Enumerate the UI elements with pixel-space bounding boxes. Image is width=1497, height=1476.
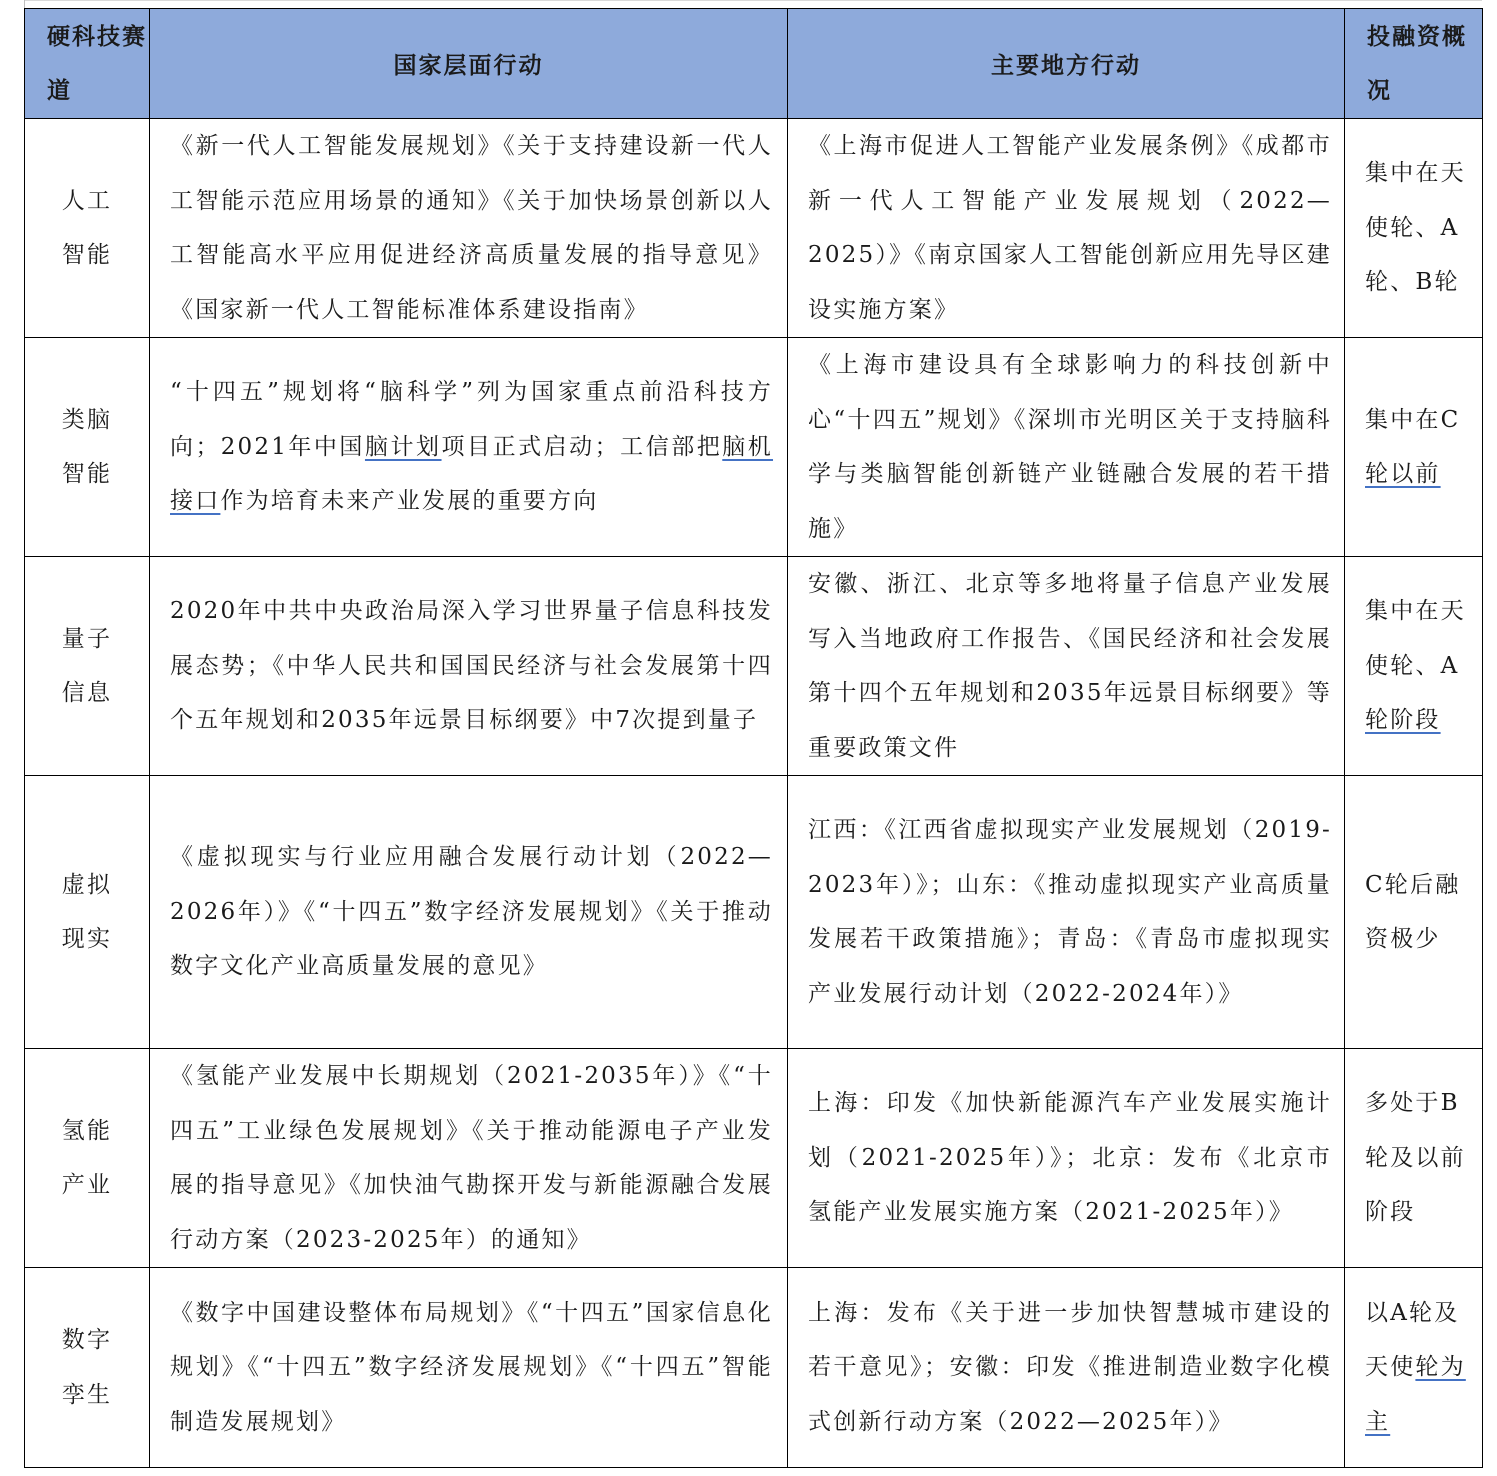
funding-text: 集中在C	[1365, 406, 1461, 433]
national-link-brain-project[interactable]: 脑计划	[364, 433, 442, 460]
national-text: 作为培育未来产业发展的重要方向	[220, 488, 599, 515]
funding-link[interactable]: 轮阶段	[1365, 707, 1441, 734]
table-row	[25, 557, 1483, 776]
national-cell: 2020年中共中央政治局深入学习世界量子信息科技发展态势；《中华人民共和国国民经济与社会发展第十四个五年规划和2035年远景目标纲要》中7次提到量子	[150, 557, 788, 776]
local-cell: 上海：印发《加快新能源汽车产业发展实施计划（2021-2025年）》；北京：发布《北京市氢能产业发展实施方案（2021-2025年）》	[788, 1049, 1345, 1268]
track-label: 量子信息	[61, 625, 113, 706]
funding-text: 以A轮及天使	[1365, 1299, 1460, 1381]
funding-cell	[1345, 1268, 1483, 1468]
track-cell	[25, 338, 150, 557]
header-track: 硬科技赛道	[25, 9, 150, 119]
local-cell: 江西：《江西省虚拟现实产业发展规划（2019-2023年）》；山东：《推动虚拟现实产业高质量发展若干政策措施》；青岛：《青岛市虚拟现实产业发展行动计划（2022-2024年）》	[788, 776, 1345, 1049]
header-national: 国家层面行动	[150, 9, 788, 119]
track-cell	[25, 776, 150, 1049]
funding-cell: C轮后融资极少	[1345, 776, 1483, 1049]
header-row	[25, 9, 1483, 119]
track-cell	[25, 1268, 150, 1468]
track-label: 数字孪生	[61, 1327, 113, 1408]
funding-cell: 集中在天使轮、A轮、B轮	[1345, 119, 1483, 338]
crop-mark	[24, 0, 25, 8]
national-text: “十四五”规划将“脑科学”列为国家重点前沿科技方向；2021年中国	[170, 379, 773, 460]
funding-text: 集中在天使轮、A	[1365, 598, 1466, 679]
page-top-rule	[24, 0, 1482, 1]
national-link-bci[interactable]: 脑机接口	[170, 433, 774, 515]
local-cell: 安徽、浙江、北京等多地将量子信息产业发展写入当地政府工作报告、《国民经济和社会发展第十四个五年规划和2035年远景目标纲要》等重要政策文件	[788, 557, 1345, 776]
funding-link[interactable]: 轮为主	[1365, 1354, 1466, 1435]
track-cell	[25, 119, 150, 338]
table-row	[25, 119, 1483, 338]
table-row	[25, 1049, 1483, 1268]
funding-cell	[1345, 557, 1483, 776]
track-cell	[25, 1049, 150, 1268]
national-cell: 《数字中国建设整体布局规划》《“十四五”国家信息化规划》《“十四五”数字经济发展规划》《“十四五”智能制造发展规划》	[150, 1268, 788, 1468]
hard-tech-policy-table	[24, 8, 1483, 1468]
national-cell: 《虚拟现实与行业应用融合发展行动计划（2022—2026年）》《“十四五”数字经济发展规划》《关于推动数字文化产业高质量发展的意见》	[150, 776, 788, 1049]
table-row	[25, 338, 1483, 557]
table-row	[25, 776, 1483, 1049]
local-cell: 《上海市建设具有全球影响力的科技创新中心“十四五”规划》《深圳市光明区关于支持脑科学与类脑智能创新链产业链融合发展的若干措施》	[788, 338, 1345, 557]
header-local: 主要地方行动	[788, 9, 1345, 119]
funding-cell: 多处于B轮及以前阶段	[1345, 1049, 1483, 1268]
track-label: 类脑智能	[61, 406, 113, 487]
header-funding: 投融资概况	[1345, 9, 1483, 119]
funding-link[interactable]: 轮以前	[1365, 461, 1441, 487]
track-label: 虚拟现实	[61, 871, 113, 952]
national-cell: 《氢能产业发展中长期规划（2021-2035年）》《“十四五”工业绿色发展规划》《关于推动能源电子产业发展的指导意见》《加快油气勘探开发与新能源融合发展行动方案（2023-2025年）的通知》	[150, 1049, 788, 1268]
track-cell	[25, 557, 150, 776]
local-cell: 上海：发布《关于进一步加快智慧城市建设的若干意见》；安徽：印发《推进制造业数字化模式创新行动方案（2022—2025年）》	[788, 1268, 1345, 1468]
track-label: 人工智能	[61, 187, 113, 268]
funding-cell	[1345, 338, 1483, 557]
local-cell: 《上海市促进人工智能产业发展条例》《成都市新一代人工智能产业发展规划（2022—2025）》《南京国家人工智能创新应用先导区建设实施方案》	[788, 119, 1345, 338]
table-row	[25, 1268, 1483, 1468]
track-label: 氢能产业	[61, 1117, 113, 1198]
national-cell	[150, 338, 788, 557]
national-text: 项目正式启动；工信部把	[441, 433, 723, 460]
national-cell: 《新一代人工智能发展规划》《关于支持建设新一代人工智能示范应用场景的通知》《关于加快场景创新以人工智能高水平应用促进经济高质量发展的指导意见》《国家新一代人工智能标准体系建设指南》	[150, 119, 788, 338]
